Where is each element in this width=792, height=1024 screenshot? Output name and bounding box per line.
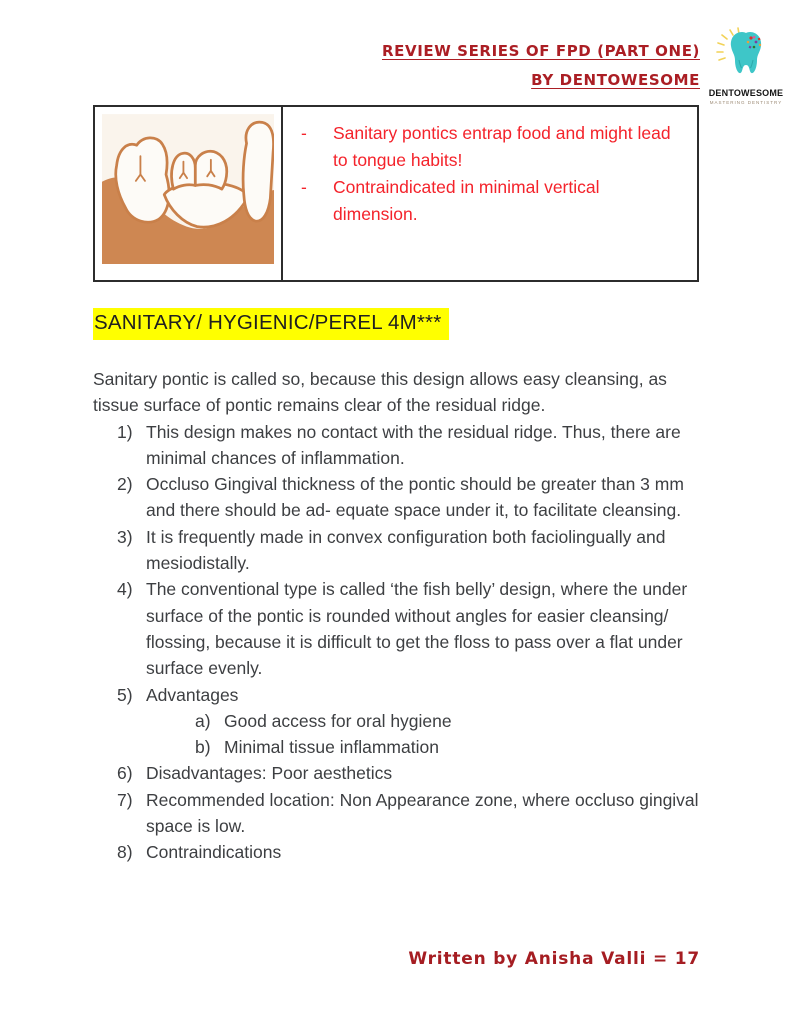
list-marker: 1) [117, 421, 133, 442]
list-marker: 3) [117, 526, 133, 547]
list-text: Contraindications [146, 842, 282, 863]
pontic-image-cell [95, 107, 283, 280]
section-body [93, 366, 711, 866]
list-text: It is frequently made in convex configuration both faciolingually and mesiodistally. [146, 526, 666, 574]
pontic-notes-cell [283, 107, 697, 280]
list-marker: 6) [117, 763, 133, 784]
header-title: REVIEW SERIES OF FPD (PART ONE) [381, 42, 700, 60]
list-item [93, 524, 711, 577]
list-marker: a) [195, 710, 211, 731]
logo-name: DENTOWESOME [708, 88, 784, 98]
list-text: Recommended location: Non Appearance zone, where occluso gingival space is low. [146, 789, 699, 837]
sanitary-pontic-illustration [102, 114, 274, 264]
bullet-text: Contraindicated in minimal vertical dimension. [333, 177, 600, 224]
list-item [93, 419, 711, 472]
section-heading-highlighted: SANITARY/ HYGIENIC/PEREL 4M*** [93, 308, 449, 340]
list-text: Good access for oral hygiene [224, 710, 452, 731]
bullet-dash: - [301, 177, 307, 197]
list-item [93, 682, 711, 708]
sub-list-item [93, 708, 711, 734]
intro-paragraph: Sanitary pontic is called so, because this design allows easy cleansing, as tissue surface of pontic remains clear of the residual ridge. [93, 369, 667, 416]
list-marker: b) [195, 737, 211, 758]
list-text: This design makes no contact with the residual ridge. Thus, there are minimal chances of inflammation. [146, 421, 681, 468]
tooth-logo-icon [704, 26, 788, 82]
list-marker: 4) [117, 579, 133, 600]
page-header [382, 44, 700, 88]
list-item [301, 174, 681, 228]
list-text: Occluso Gingival thickness of the pontic should be greater than 3 mm and there should be ad- equate space under it, to facilitate cleansing. [146, 474, 684, 521]
sub-list-item [93, 734, 711, 760]
bullet-text: Sanitary pontics entrap food and might lead to tongue habits! [333, 123, 671, 170]
pontic-info-table [93, 105, 699, 282]
list-item [93, 760, 711, 786]
header-subtitle: BY DENTOWESOME [531, 71, 700, 89]
list-marker: 2) [117, 474, 133, 495]
list-item [93, 576, 711, 681]
dentowesome-logo [704, 26, 788, 105]
bullet-dash: - [301, 123, 307, 143]
list-item [93, 839, 711, 865]
list-marker: 8) [117, 842, 133, 863]
numbered-list [93, 419, 711, 866]
list-item [301, 120, 681, 174]
list-text: Minimal tissue inflammation [224, 737, 439, 758]
list-text: Advantages [146, 684, 239, 705]
list-item [93, 471, 711, 524]
footer-author-credit: Written by Anisha Valli = 17 [408, 949, 700, 969]
logo-tagline: MASTERING DENTISTRY [709, 100, 783, 105]
list-marker: 5) [117, 684, 133, 705]
list-text: The conventional type is called ‘the fish belly’ design, where the under surface of the pontic is rounded without angles for easier cleansing/ flossing, because it is difficult to get the floss to pass over a flat under surface evenly. [146, 579, 688, 679]
list-marker: 7) [117, 789, 133, 810]
list-item [93, 787, 711, 840]
list-text: Disadvantages: Poor aesthetics [146, 763, 393, 784]
